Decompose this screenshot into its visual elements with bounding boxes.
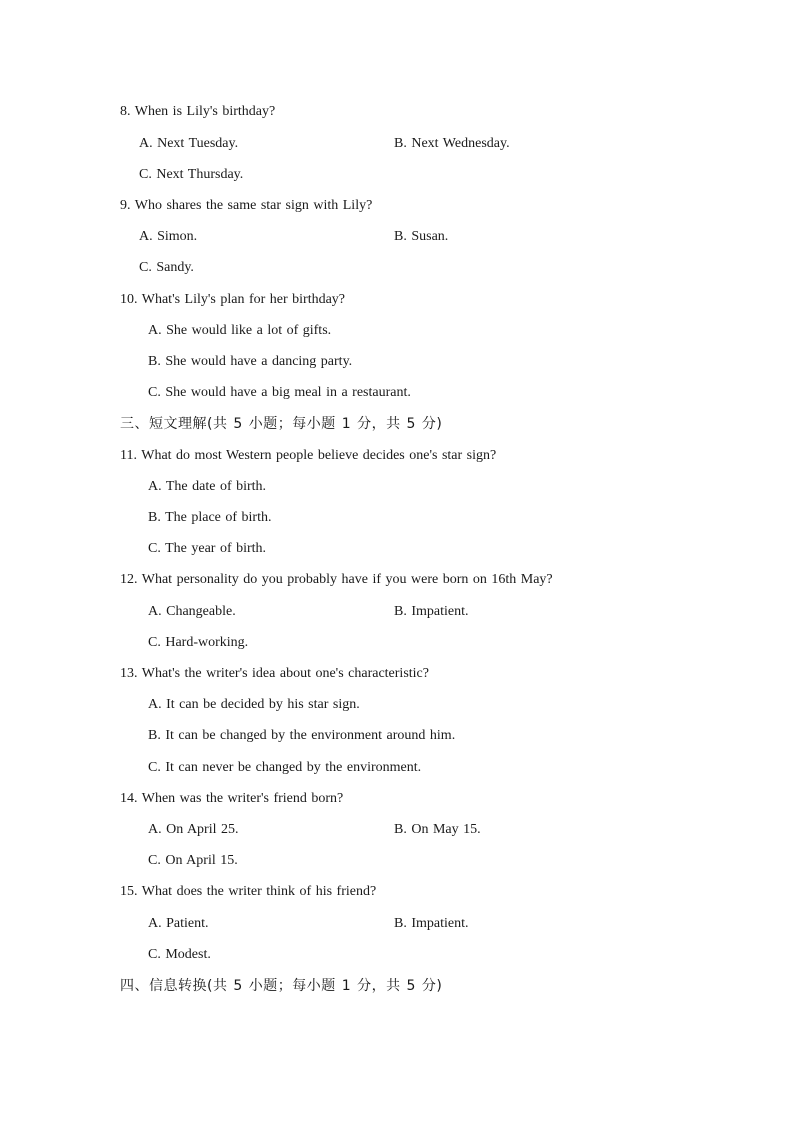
- question-15-option-b: B. Impatient.: [394, 916, 469, 931]
- question-12-option-b: B. Impatient.: [394, 604, 469, 619]
- question-11-options-row3: [0, 539, 794, 559]
- question-8: 8. When is Lily's birthday?: [120, 104, 276, 119]
- question-15-option-a: A. Patient.: [148, 916, 209, 931]
- question-11-option-c: C. The year of birth.: [148, 541, 267, 556]
- question-10-options-row1: [0, 321, 794, 341]
- question-12-option-c: C. Hard-working.: [148, 635, 249, 650]
- section-heading-info: 四、信息转换(共 5 小题；每小题 1 分，共 5 分): [120, 978, 443, 994]
- question-8-option-c: C. Next Thursday.: [139, 167, 244, 182]
- question-8-option-b: B. Next Wednesday.: [394, 136, 510, 151]
- question-14-option-c: C. On April 15.: [148, 853, 238, 868]
- question-15-options-row1: [0, 914, 794, 934]
- question-14-option-b: B. On May 15.: [394, 822, 481, 837]
- question-10-options-row2: [0, 352, 794, 372]
- question-13-options-row1: [0, 695, 794, 715]
- question-13: 13. What's the writer's idea about one's characteristic?: [120, 666, 429, 681]
- question-12-options-row1: [0, 602, 794, 622]
- question-9-option-b: B. Susan.: [394, 229, 449, 244]
- question-9-option-a: A. Simon.: [139, 229, 198, 244]
- question-9-options-row2: [0, 258, 794, 278]
- question-8-options-row1: [0, 134, 794, 154]
- question-14-options-row2: [0, 851, 794, 871]
- question-9-option-c: C. Sandy.: [139, 260, 194, 275]
- question-11-options-row1: [0, 477, 794, 497]
- question-10: 10. What's Lily's plan for her birthday?: [120, 292, 346, 307]
- question-14: 14. When was the writer's friend born?: [120, 791, 344, 806]
- question-12-options-row2: [0, 633, 794, 653]
- section-heading-reading: 三、短文理解(共 5 小题；每小题 1 分，共 5 分): [120, 416, 443, 432]
- question-11-option-a: A. The date of birth.: [148, 479, 267, 494]
- question-15-option-c: C. Modest.: [148, 947, 211, 962]
- question-9: 9. Who shares the same star sign with Lily?: [120, 198, 373, 213]
- question-13-options-row3: [0, 758, 794, 778]
- question-9-options-row1: [0, 227, 794, 247]
- question-15-options-row2: [0, 945, 794, 965]
- question-8-options-row2: [0, 165, 794, 185]
- question-13-option-b: B. It can be changed by the environment around him.: [148, 728, 456, 743]
- question-11: 11. What do most Western people believe decides one's star sign?: [120, 448, 497, 463]
- question-13-options-row2: [0, 726, 794, 746]
- question-12-option-a: A. Changeable.: [148, 604, 236, 619]
- question-10-options-row3: [0, 383, 794, 403]
- question-13-option-c: C. It can never be changed by the environment.: [148, 760, 422, 775]
- question-15: 15. What does the writer think of his friend?: [120, 884, 377, 899]
- question-10-option-c: C. She would have a big meal in a restaurant.: [148, 385, 411, 400]
- question-11-option-b: B. The place of birth.: [148, 510, 272, 525]
- question-13-option-a: A. It can be decided by his star sign.: [148, 697, 360, 712]
- question-12: 12. What personality do you probably have if you were born on 16th May?: [120, 572, 553, 587]
- question-14-options-row1: [0, 820, 794, 840]
- question-10-option-a: A. She would like a lot of gifts.: [148, 323, 332, 338]
- question-11-options-row2: [0, 508, 794, 528]
- question-14-option-a: A. On April 25.: [148, 822, 239, 837]
- question-10-option-b: B. She would have a dancing party.: [148, 354, 353, 369]
- question-8-option-a: A. Next Tuesday.: [139, 136, 239, 151]
